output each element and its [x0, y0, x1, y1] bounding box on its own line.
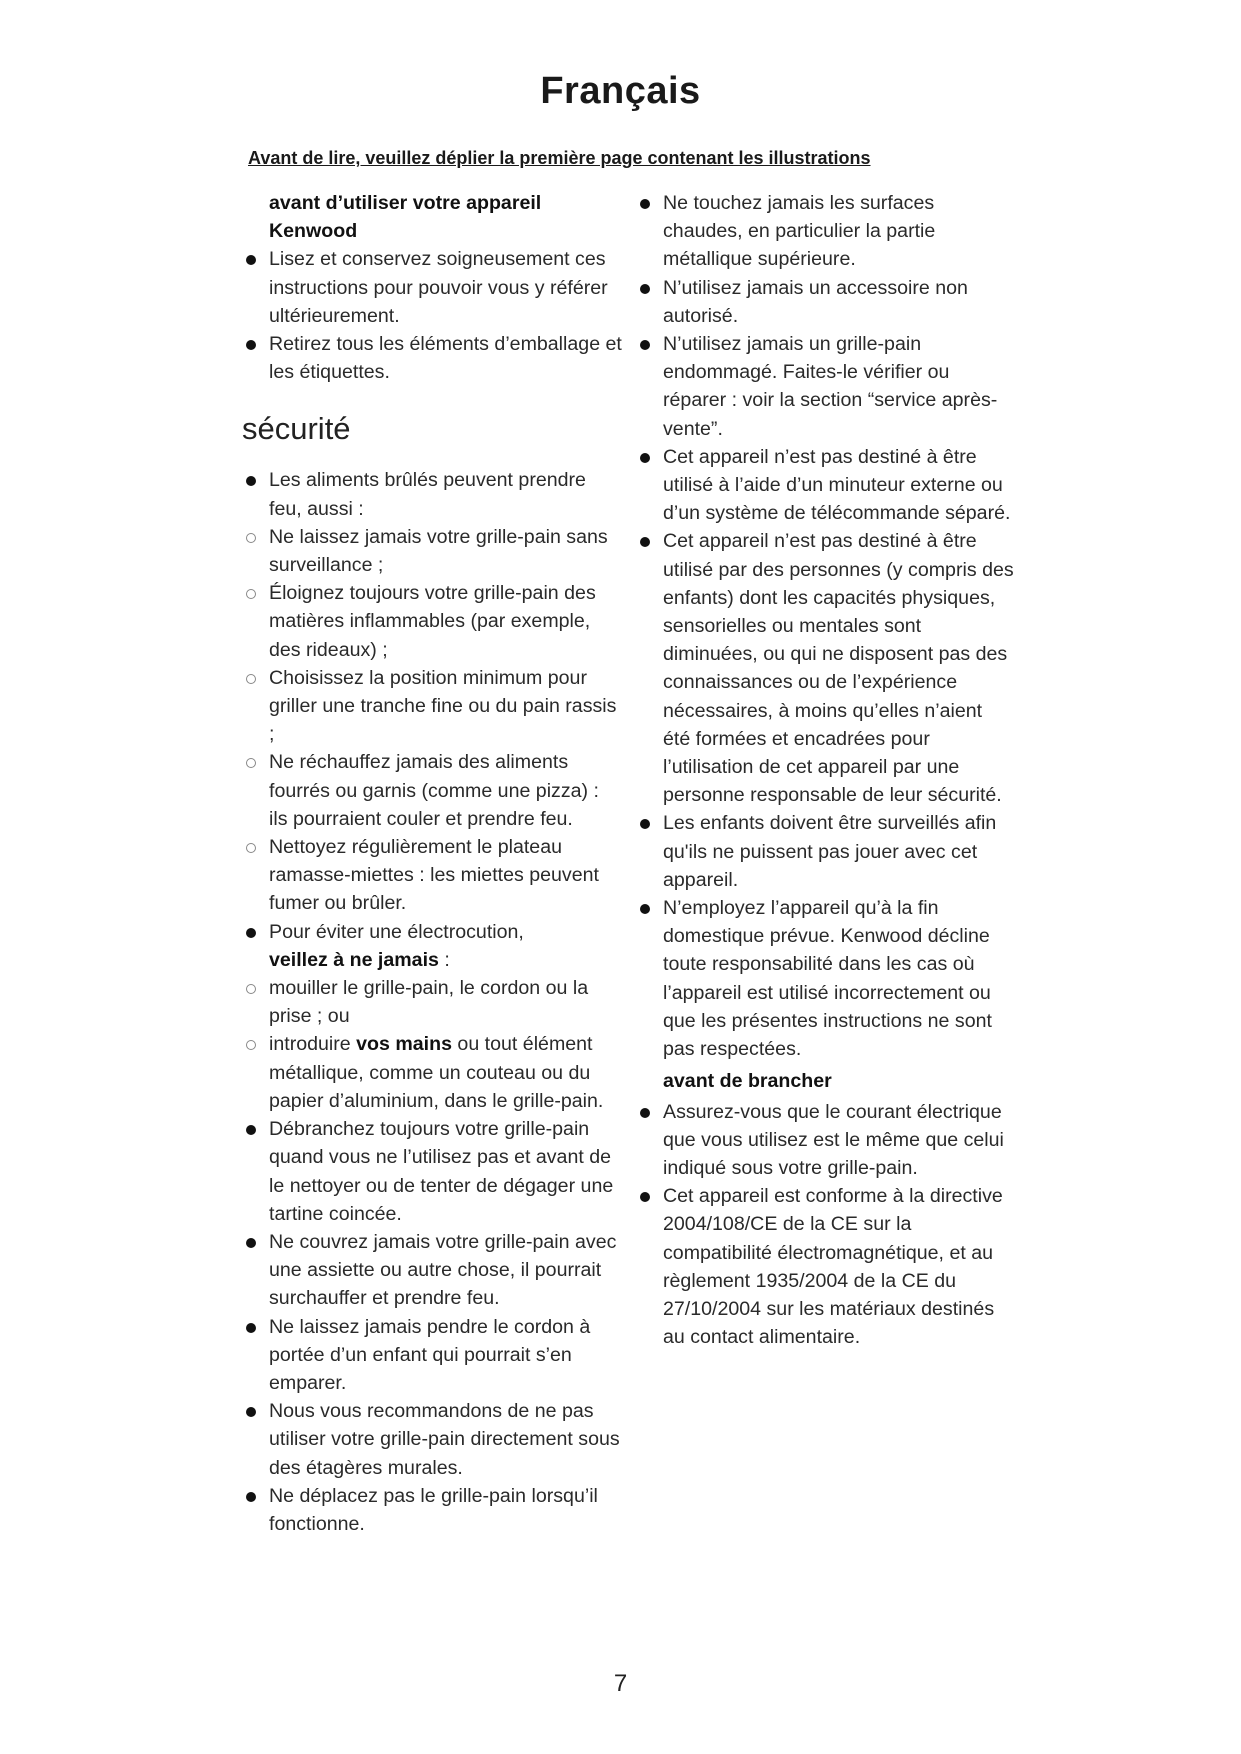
list-item: Pour éviter une électrocution, veillez à ne jamais : [242, 918, 622, 974]
bullet-icon [640, 1192, 650, 1202]
sub-list-item: Nettoyez régulièrement le plateau ramasse-miettes : les miettes peuvent fumer ou brûler. [242, 833, 622, 918]
page-number: 7 [613, 1670, 628, 1697]
bullet-icon [246, 340, 256, 350]
right-column [636, 189, 1014, 1351]
sub-list-item: Ne laissez jamais votre grille-pain sans surveillance ; [242, 523, 622, 579]
sub-bullet-icon [246, 533, 256, 543]
bullet-icon [640, 904, 650, 914]
list-item: Cet appareil n’est pas destiné à être utilisé par des personnes (y compris des enfants) dont les capacités physiques, sensorielles ou mentales sont diminuées, ou qui ne disposent pas des connaissances ou de l’expérience nécessaires, à moins qu’elles n’aient été formées et encadrées pour l’utilisation de cet appareil par une personne responsable de leur sécurité. [636, 527, 1014, 809]
bullet-icon [640, 284, 650, 294]
list-item: Retirez tous les éléments d’emballage et les étiquettes. [242, 330, 622, 386]
sub-list-item: Choisissez la position minimum pour griller une tranche fine ou du pain rassis ; [242, 664, 622, 749]
sub-bullet-icon [246, 674, 256, 684]
sub-bullet-icon [246, 1040, 256, 1050]
sub-list-item: introduire vos mains ou tout élément métallique, comme un couteau ou du papier d’aluminium, dans le grille-pain. [242, 1030, 622, 1115]
bullet-icon [246, 1323, 256, 1333]
sub-bullet-icon [246, 589, 256, 599]
list-item: Débranchez toujours votre grille-pain quand vous ne l’utilisez pas et avant de le nettoyer ou de tenter de dégager une tartine coincée. [242, 1115, 622, 1228]
list-item: Cet appareil n’est pas destiné à être utilisé à l’aide d’un minuteur externe ou d’un système de télécommande séparé. [636, 443, 1014, 528]
bullet-icon [246, 1492, 256, 1502]
list-item: Ne couvrez jamais votre grille-pain avec une assiette ou autre chose, il pourrait surchauffer et prendre feu. [242, 1228, 622, 1313]
sub-list-item: Éloignez toujours votre grille-pain des matières inflammables (par exemple, des rideaux) ; [242, 579, 622, 664]
bullet-icon [640, 1108, 650, 1118]
section-title-securite: sécurité [242, 411, 351, 447]
page-title: Français [540, 70, 701, 112]
list-item: Les enfants doivent être surveillés afin qu'ils ne puissent pas jouer avec cet appareil. [636, 809, 1014, 894]
bullet-icon [640, 199, 650, 209]
bullet-icon [640, 819, 650, 829]
sub-bullet-icon [246, 843, 256, 853]
list-item: Ne laissez jamais pendre le cordon à portée d’un enfant qui pourrait s’en emparer. [242, 1313, 622, 1398]
list-item: Cet appareil est conforme à la directive 2004/108/CE de la CE sur la compatibilité électromagnétique, et au règlement 1935/2004 de la CE du 27/10/2004 sur les matériaux destinés au contact alimentaire. [636, 1182, 1014, 1351]
bullet-icon [640, 537, 650, 547]
unfold-instruction: Avant de lire, veuillez déplier la première page contenant les illustrations [248, 148, 871, 168]
bullet-icon [246, 255, 256, 265]
bullet-icon [640, 340, 650, 350]
list-item: Ne déplacez pas le grille-pain lorsqu’il fonctionne. [242, 1482, 622, 1538]
left-column [242, 189, 622, 1538]
intro-heading: avant d’utiliser votre appareil Kenwood [269, 192, 542, 243]
sub-bullet-icon [246, 984, 256, 994]
list-item: Lisez et conservez soigneusement ces instructions pour pouvoir vous y référer ultérieurement. [242, 245, 622, 330]
list-item: Nous vous recommandons de ne pas utiliser votre grille-pain directement sous des étagères murales. [242, 1397, 622, 1482]
sub-list-item: mouiller le grille-pain, le cordon ou la prise ; ou [242, 974, 622, 1030]
bullet-icon [246, 928, 256, 938]
bullet-icon [246, 1125, 256, 1135]
sub-list-item: Ne réchauffez jamais des aliments fourrés ou garnis (comme une pizza) : ils pourraient couler et prendre feu. [242, 748, 622, 833]
bullet-icon [640, 453, 650, 463]
before-plugging-heading: avant de brancher [663, 1070, 832, 1093]
list-item: Assurez-vous que le courant électrique que vous utilisez est le même que celui indiqué sous votre grille-pain. [636, 1098, 1014, 1183]
bullet-icon [246, 1238, 256, 1248]
bullet-icon [246, 1407, 256, 1417]
list-item: N’utilisez jamais un accessoire non autorisé. [636, 274, 1014, 330]
list-item: Ne touchez jamais les surfaces chaudes, en particulier la partie métallique supérieure. [636, 189, 1014, 274]
list-item: Les aliments brûlés peuvent prendre feu, aussi : [242, 466, 622, 522]
sub-bullet-icon [246, 758, 256, 768]
bullet-icon [246, 476, 256, 486]
list-item: N’employez l’appareil qu’à la fin domestique prévue. Kenwood décline toute responsabilité dans les cas où l’appareil est utilisé incorrectement ou que les présentes instructions ne sont pas respectées. [636, 894, 1014, 1063]
list-item: N’utilisez jamais un grille-pain endommagé. Faites-le vérifier ou réparer : voir la section “service après-vente”. [636, 330, 1014, 443]
